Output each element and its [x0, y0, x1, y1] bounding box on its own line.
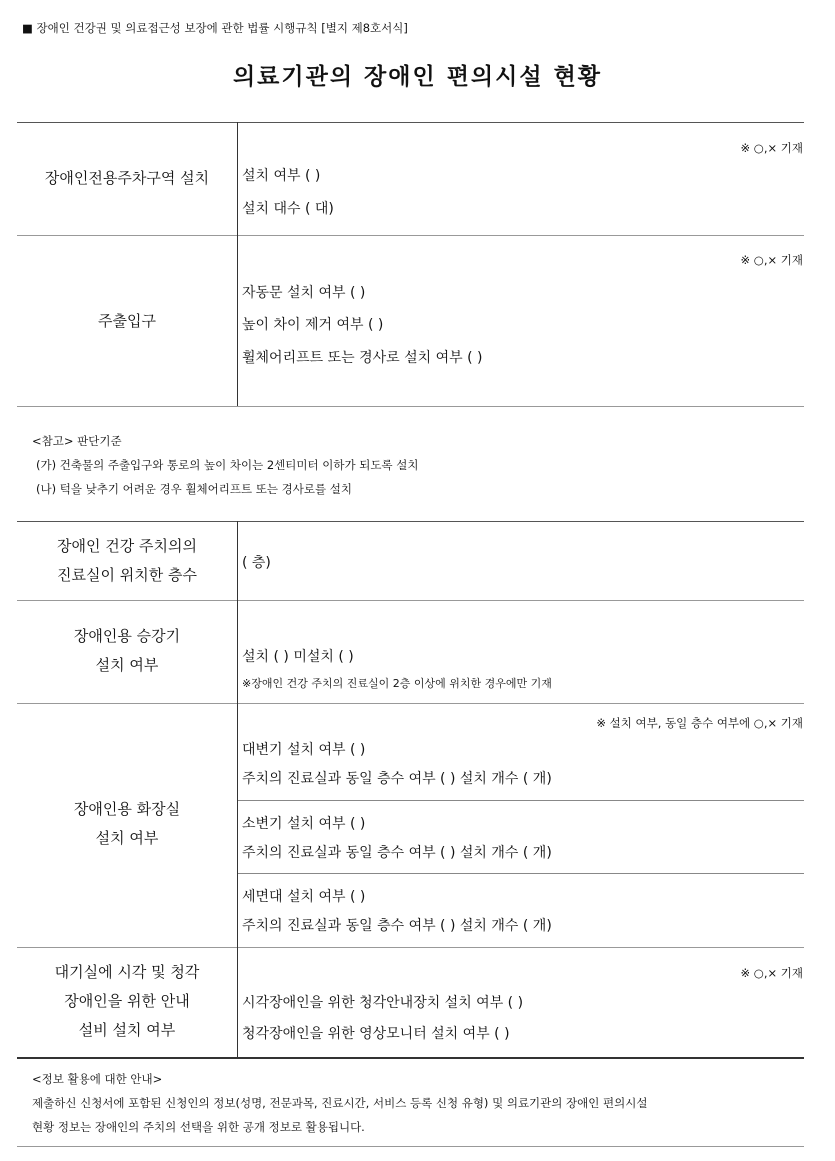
toilet-stool-floor-field[interactable]: 주치의 진료실과 동일 층수 여부 ( ) 설치 개수 ( 개): [242, 771, 552, 787]
elevator-field[interactable]: 설치 ( ) 미설치 ( ): [242, 649, 354, 665]
waiting-label-line-2: 장애인을 위한 안내: [64, 992, 190, 1010]
reference-title: <참고> 판단기준: [32, 434, 122, 448]
floor-label-line-1: 장애인 건강 주치의의: [57, 537, 197, 555]
parking-label: 장애인전용주차구역 설치: [44, 169, 210, 187]
toilet-label-line-1: 장애인용 화장실: [73, 800, 181, 818]
toilet-note: ※ 설치 여부, 동일 층수 여부에 ○,× 기재: [596, 716, 803, 730]
info-bottom-border: [17, 1146, 804, 1147]
washbasin-floor-field[interactable]: 주치의 진료실과 동일 층수 여부 ( ) 설치 개수 ( 개): [242, 918, 552, 934]
urinal-floor-field[interactable]: 주치의 진료실과 동일 층수 여부 ( ) 설치 개수 ( 개): [242, 845, 552, 861]
visual-guide-field[interactable]: 시각장애인을 위한 청각안내장치 설치 여부 ( ): [242, 995, 524, 1011]
urinal-installed-field[interactable]: 소변기 설치 여부 ( ): [242, 816, 366, 832]
height-difference-field[interactable]: 높이 차이 제거 여부 ( ): [242, 317, 384, 333]
reference-item-2: (나) 턱을 낮추기 어려운 경우 휠체어리프트 또는 경사로를 설치: [36, 482, 352, 496]
row-divider-floor: [17, 600, 804, 601]
elevator-label-line-1: 장애인용 승강기: [73, 627, 181, 645]
subrow-divider-toilet-a: [238, 800, 804, 801]
floor-label-line-2: 진료실이 위치한 층수: [57, 566, 197, 584]
table-bottom-border: [17, 1057, 804, 1059]
parking-count-field[interactable]: 설치 대수 ( 대): [242, 201, 334, 217]
row-divider-parking: [17, 235, 804, 236]
elevator-note: ※장애인 건강 주치의 진료실이 2층 이상에 위치한 경우에만 기재: [242, 677, 552, 690]
info-line-2: 현황 정보는 장애인의 주치의 선택을 위한 공개 정보로 활용됩니다.: [32, 1120, 365, 1134]
form-header: ■ 장애인 건강권 및 의료접근성 보장에 관한 법률 시행규칙 [별지 제8호서식]: [22, 21, 408, 35]
reference-item-1: (가) 건축물의 주출입구와 통로의 높이 차이는 2센티미터 이하가 되도록 설치: [36, 458, 419, 472]
video-monitor-field[interactable]: 청각장애인을 위한 영상모니터 설치 여부 ( ): [242, 1026, 510, 1042]
column-divider-1: [237, 122, 238, 406]
row-divider-entrance: [17, 406, 804, 407]
table-top-border: [17, 122, 804, 123]
info-title: <정보 활용에 대한 안내>: [32, 1072, 163, 1086]
table2-top-border: [17, 521, 804, 522]
info-line-1: 제출하신 신청서에 포함된 신청인의 정보(성명, 전문과목, 진료시간, 서비스 등록 신청 유형) 및 의료기관의 장애인 편의시설: [32, 1096, 648, 1110]
entrance-note: ※ ○,× 기재: [740, 253, 803, 267]
subrow-divider-toilet-b: [238, 873, 804, 874]
waiting-note: ※ ○,× 기재: [740, 966, 803, 980]
column-divider-2: [237, 521, 238, 1057]
toilet-label-line-2: 설치 여부: [95, 829, 159, 847]
parking-note: ※ ○,× 기재: [740, 141, 803, 155]
toilet-stool-installed-field[interactable]: 대변기 설치 여부 ( ): [242, 742, 366, 758]
parking-installed-field[interactable]: 설치 여부 ( ): [242, 168, 321, 184]
row-divider-elevator: [17, 703, 804, 704]
entrance-label: 주출입구: [98, 312, 156, 330]
floor-field[interactable]: ( 층): [242, 555, 271, 571]
waiting-label-line-1: 대기실에 시각 및 청각: [54, 963, 200, 981]
waiting-label-line-3: 설비 설치 여부: [78, 1021, 176, 1039]
wheelchair-lift-field[interactable]: 휠체어리프트 또는 경사로 설치 여부 ( ): [242, 350, 483, 366]
washbasin-installed-field[interactable]: 세면대 설치 여부 ( ): [242, 889, 366, 905]
row-divider-toilet: [17, 947, 804, 948]
page-title: 의료기관의 장애인 편의시설 현황: [232, 64, 603, 90]
automatic-door-field[interactable]: 자동문 설치 여부 ( ): [242, 285, 366, 301]
elevator-label-line-2: 설치 여부: [95, 656, 159, 674]
